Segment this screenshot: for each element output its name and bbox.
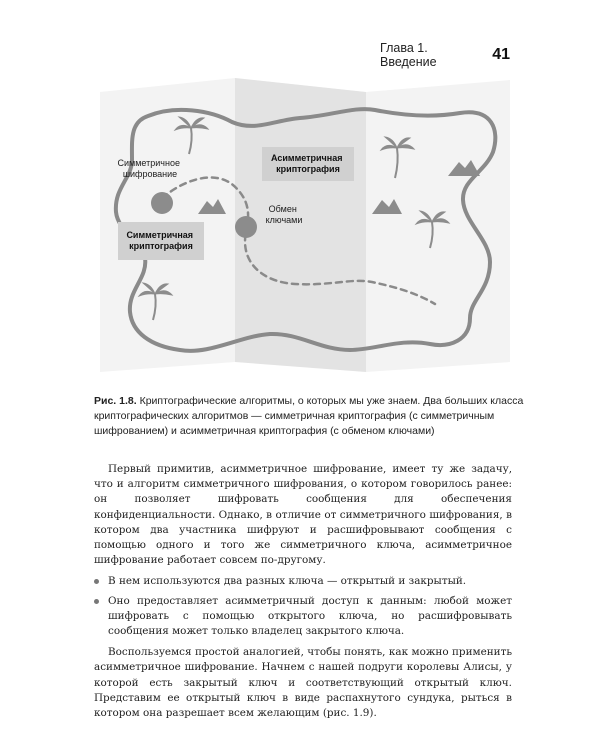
symmetric-encryption-label: Симметричное шифрование — [117, 158, 180, 179]
chapter-title: Глава 1. Введение — [380, 41, 437, 69]
asymmetric-crypto-label: Асимметричная криптография — [271, 153, 343, 174]
list-item-text: В нем используются два разных ключа — открытый и закрытый. — [108, 575, 467, 588]
paragraph: Первый примитив, асимметричное шифрование, имеет ту же задачу, что и алгоритм симметричного шифрования, о котором говорилось ранее: он позволяет шифровать сообщения для обеспечения конфиденциальности. Однако, в отличие от симметричного шифрования, в котором два участника шифруют и расшифровывают сообщения с помощью одного и того же симметричного ключа, асимметричное шифрование работает совсем по-другому. — [94, 463, 512, 567]
list-item — [94, 594, 512, 640]
symmetric-encryption-marker — [151, 192, 173, 214]
bullet-icon — [94, 599, 99, 604]
figure-caption — [94, 394, 524, 439]
page-number: 41 — [492, 46, 510, 63]
bullet-list — [94, 574, 512, 639]
key-exchange-marker — [235, 216, 257, 238]
bullet-icon — [94, 579, 99, 584]
map-panel-right — [366, 80, 510, 372]
key-exchange-label: Обмен ключами — [265, 204, 303, 225]
paragraph: Воспользуемся простой аналогией, чтобы понять, как можно применить асимметричное шифрование. Начнем с нашей подруги королевы Алисы, у которой есть закрытый ключ и соответствующий открытый ключ. Представим ее открытый ключ в виде распахнутого сундука, рыться в котором она разрешает всем желающим (рис. 1.9). — [94, 646, 512, 720]
caption-text: Криптографические алгоритмы, о которых мы уже знаем. Два больших класса криптографических алгоритмов — симметричная криптография (с симметричным шифрованием) и асимметричная криптография (с обменом ключами) — [94, 395, 524, 437]
list-item-text: Оно предоставляет асимметричный доступ к данным: любой может шифровать с помощью открытого ключа, но расшифровывать сообщения может только владелец закрытого ключа. — [108, 594, 512, 638]
list-item — [94, 574, 512, 589]
symmetric-crypto-label: Симметричная криптография — [126, 230, 194, 251]
caption-label: Рис. 1.8. — [94, 395, 137, 407]
body-text — [94, 462, 512, 721]
